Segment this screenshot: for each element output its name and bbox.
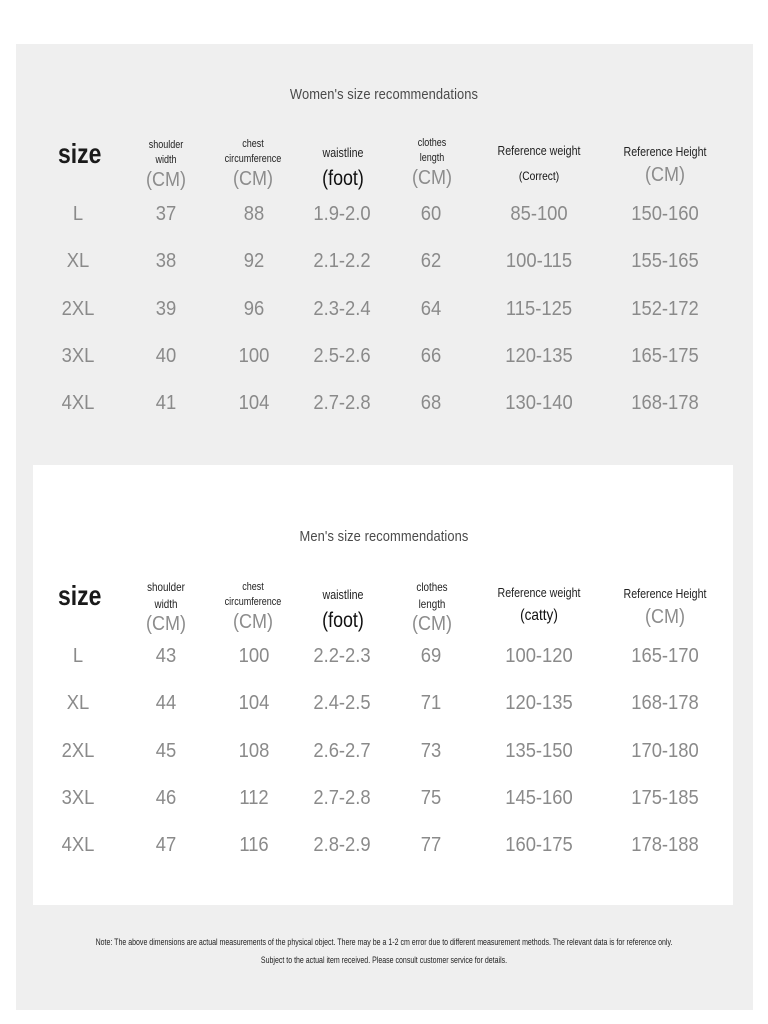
cell-shoulder: 37 [155, 203, 177, 225]
women-section-title: Women's size recommendations [289, 86, 479, 103]
note-line-1: Note: The above dimensions are actual measurements of the physical object. There may be a 1-2 cm error due to different measurement methods. The relevant data is for reference only. [95, 937, 673, 947]
cell-size: 4XL [61, 834, 95, 857]
women-weight-header: Reference weight (Correct) [497, 143, 581, 183]
men-length-header: clothes length (CM) [412, 580, 452, 635]
cell-waist: 1.9-2.0 [313, 203, 371, 225]
cell-chest: 100 [238, 344, 270, 367]
cell-height: 168-178 [631, 692, 699, 715]
cell-height: 150-160 [631, 203, 699, 225]
cell-length: 68 [420, 392, 442, 415]
cell-weight: 120-135 [505, 692, 573, 715]
cell-size: 2XL [61, 739, 95, 762]
cell-size: L [72, 203, 84, 225]
cell-chest: 104 [238, 392, 270, 415]
cell-length: 62 [420, 250, 442, 273]
cell-shoulder: 41 [155, 392, 177, 415]
cell-chest: 96 [243, 297, 265, 320]
cell-waist: 2.2-2.3 [313, 645, 371, 667]
cell-chest: 92 [243, 250, 265, 273]
cell-height: 165-175 [631, 344, 699, 367]
note-line-2: Subject to the actual item received. Please consult customer service for details. [260, 955, 508, 965]
cell-length: 64 [420, 297, 442, 320]
cell-weight: 135-150 [505, 739, 573, 762]
cell-height: 168-178 [631, 392, 699, 415]
men-chest-header: chest circumference (CM) [224, 581, 282, 633]
cell-shoulder: 45 [155, 739, 177, 762]
cell-length: 75 [420, 786, 442, 809]
cell-height: 170-180 [631, 739, 699, 762]
cell-size: XL [66, 692, 90, 715]
cell-height: 155-165 [631, 250, 699, 273]
cell-shoulder: 47 [155, 834, 177, 857]
cell-chest: 104 [238, 692, 270, 715]
cell-weight: 160-175 [505, 834, 573, 857]
cell-shoulder: 43 [155, 645, 177, 667]
cell-weight: 85-100 [510, 203, 568, 225]
men-section-title: Men's size recommendations [299, 528, 469, 545]
cell-length: 66 [420, 344, 442, 367]
cell-chest: 112 [239, 786, 269, 809]
cell-waist: 2.5-2.6 [313, 344, 371, 367]
cell-height: 152-172 [631, 297, 699, 320]
men-waist-header: waistline (foot) [322, 587, 364, 632]
cell-shoulder: 39 [155, 297, 177, 320]
cell-weight: 145-160 [505, 786, 573, 809]
cell-length: 77 [420, 834, 442, 857]
cell-weight: 120-135 [505, 344, 573, 367]
women-shoulder-header: shoulder width (CM) [146, 139, 186, 191]
cell-size: XL [66, 250, 90, 273]
cell-weight: 100-120 [505, 645, 573, 667]
women-height-header: Reference Height (CM) [623, 144, 707, 186]
cell-chest: 108 [238, 739, 270, 762]
cell-length: 60 [420, 203, 442, 225]
cell-waist: 2.4-2.5 [313, 692, 371, 715]
cell-weight: 130-140 [505, 392, 573, 415]
cell-height: 175-185 [631, 786, 699, 809]
cell-size: L [72, 645, 84, 667]
cell-length: 69 [420, 645, 442, 667]
cell-waist: 2.3-2.4 [313, 297, 371, 320]
cell-size: 3XL [61, 786, 95, 809]
women-length-header: clothes length (CM) [412, 137, 452, 189]
cell-shoulder: 44 [155, 692, 177, 715]
cell-shoulder: 40 [155, 344, 177, 367]
cell-chest: 88 [243, 203, 265, 225]
cell-waist: 2.1-2.2 [313, 250, 371, 273]
cell-size: 2XL [61, 297, 95, 320]
cell-shoulder: 46 [155, 786, 177, 809]
cell-weight: 100-115 [505, 250, 573, 273]
cell-chest: 100 [238, 645, 270, 667]
cell-waist: 2.6-2.7 [313, 739, 371, 762]
cell-waist: 2.7-2.8 [313, 392, 371, 415]
men-size-header: size [58, 580, 102, 611]
cell-chest: 116 [239, 834, 269, 857]
men-height-header: Reference Height (CM) [623, 586, 707, 628]
cell-size: 3XL [61, 344, 95, 367]
women-size-header: size [58, 138, 102, 169]
cell-waist: 2.8-2.9 [313, 834, 371, 857]
cell-length: 71 [420, 692, 442, 715]
cell-weight: 115-125 [505, 297, 573, 320]
women-chest-header: chest circumference (CM) [224, 138, 282, 190]
cell-height: 165-170 [631, 645, 699, 667]
men-weight-header: Reference weight (catty) [497, 585, 581, 624]
men-shoulder-header: shoulder width (CM) [146, 580, 186, 635]
cell-shoulder: 38 [155, 250, 177, 273]
cell-length: 73 [420, 739, 442, 762]
cell-waist: 2.7-2.8 [313, 786, 371, 809]
women-waist-header: waistline (foot) [322, 145, 364, 190]
cell-size: 4XL [61, 392, 95, 415]
cell-height: 178-188 [631, 834, 699, 857]
